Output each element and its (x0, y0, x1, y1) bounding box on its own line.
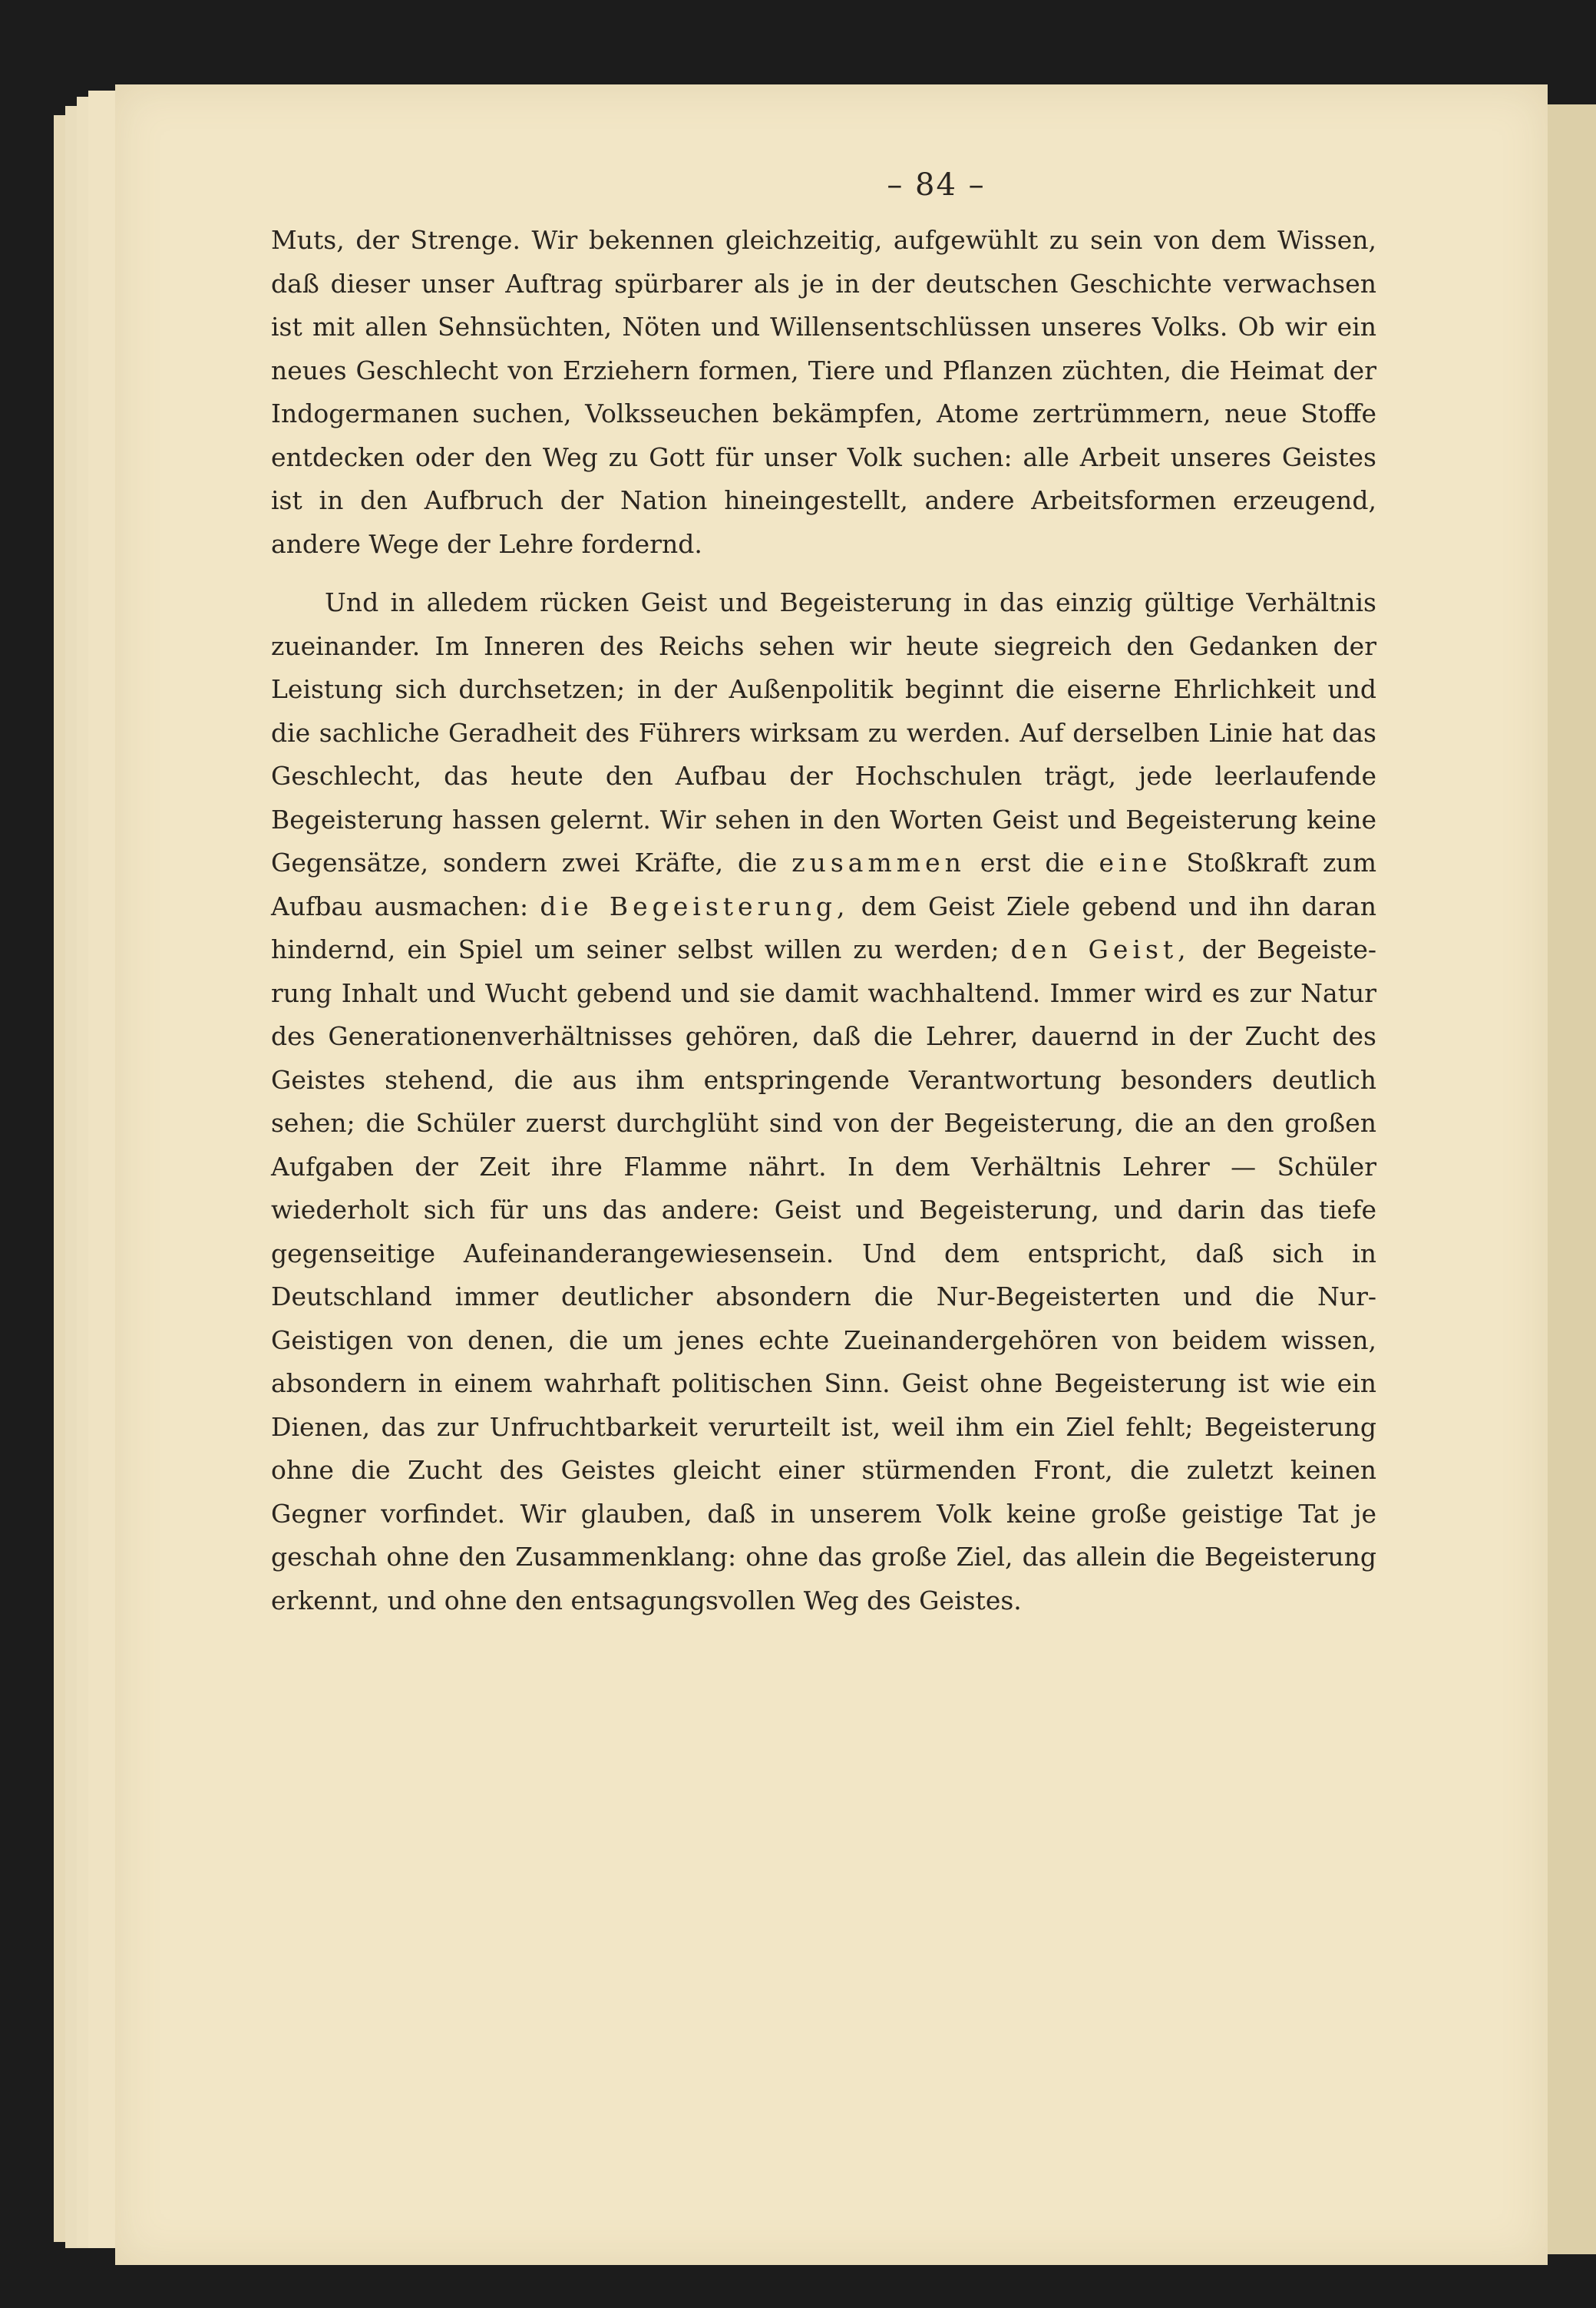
emphasized-text: die Begeisterung, (540, 891, 850, 921)
page-number: – 84 – (887, 167, 986, 203)
paragraph (271, 581, 1376, 1622)
paragraph (271, 219, 1376, 566)
text-run: erst die (965, 848, 1099, 878)
emphasized-text: zusammen (791, 848, 966, 878)
text-run: der Begeisterung Inhalt und Wucht gebend und sie damit wachhaltend. Immer wird es zur Natur des Generationenverhältnisses gehören, daß die Lehrer, dauernd in der Zucht des Geistes stehend, die aus ihm entspringende Verantwortung besonders deutlich sehen; die Schüler zuerst durchglüht sind von der Begeisterung, die an den großen Aufgaben der Zeit ihre Flamme nährt. In dem Verhältnis Lehrer — Schüler wiederholt sich für uns das andere: Geist und Begeisterung, und darin das tiefe gegenseitige Aufeinanderangewiesensein. Und dem entspricht, daß sich in Deutschland immer deutlicher absondern die Nur-Begeisterten und die Nur-Geistigen von denen, die um jenes echte Zueinandergehören von beidem wissen, absondern in einem wahrhaft politischen Sinn. Geist ohne Begeisterung ist wie ein Dienen, das zur Unfruchtbarkeit verurteilt ist, weil ihm ein Ziel fehlt; Begeisterung ohne die Zucht des Geistes gleicht einer stürmenden Front, die zuletzt keinen Gegner vorfindet. Wir glauben, daß in unserem Volk keine große geistige Tat je geschah ohne den Zusammenklang: ohne das große Ziel, das allein die Begeisterung erkennt, und ohne den entsagungsvollen Weg des Geistes. (271, 934, 1377, 1615)
text-run: Stoßkraft zum Aufbau ausmachen: (271, 848, 1376, 921)
text-run: Und in alledem rücken Geist und Begeisterung in das einzig gültige Verhältnis zueinander. Im Inneren des Reichs sehen wir heute siegreich den Gedanken der Leistung sich durchsetzen; in der Außenpolitik beginnt die eiserne Ehrlichkeit und die sachliche Geradheit des Führers wirksam zu werden. Auf derselben Linie hat das Geschlecht, das heute den Aufbau der Hochschulen trägt, jede leerlaufende Begeisterung hassen gelernt. Wir sehen in den Worten Geist und Begeisterung keine Gegensätze, sondern zwei Kräfte, die (271, 587, 1376, 878)
facing-page-edge (1548, 104, 1596, 2254)
body-text (271, 219, 1376, 1622)
emphasized-text: den Geist, (1010, 934, 1191, 964)
text-run: Muts, der Strenge. Wir bekennen gleichzeitig, aufgewühlt zu sein von dem Wissen, daß dieser unser Auftrag spürbarer als je in der deutschen Geschichte verwachsen ist mit allen Sehnsüchten, Nöten und Willensentschlüssen unseres Volks. Ob wir ein neues Geschlecht von Erziehern formen, Tiere und Pflanzen züchten, die Heimat der Indogermanen suchen, Volksseuchen bekämpfen, Atome zertrümmern, neue Stoffe entdecken oder den Weg zu Gott für unser Volk suchen: alle Arbeit unseres Geistes ist in den Aufbruch der Nation hineingestellt, andere Arbeitsformen erzeugend, andere Wege der Lehre fordernd. (271, 225, 1376, 559)
text-run: dem Geist Ziele gebend und ihn daran hindernd, ein Spiel um seiner selbst willen zu werden; (271, 891, 1376, 964)
emphasized-text: eine (1099, 848, 1172, 878)
